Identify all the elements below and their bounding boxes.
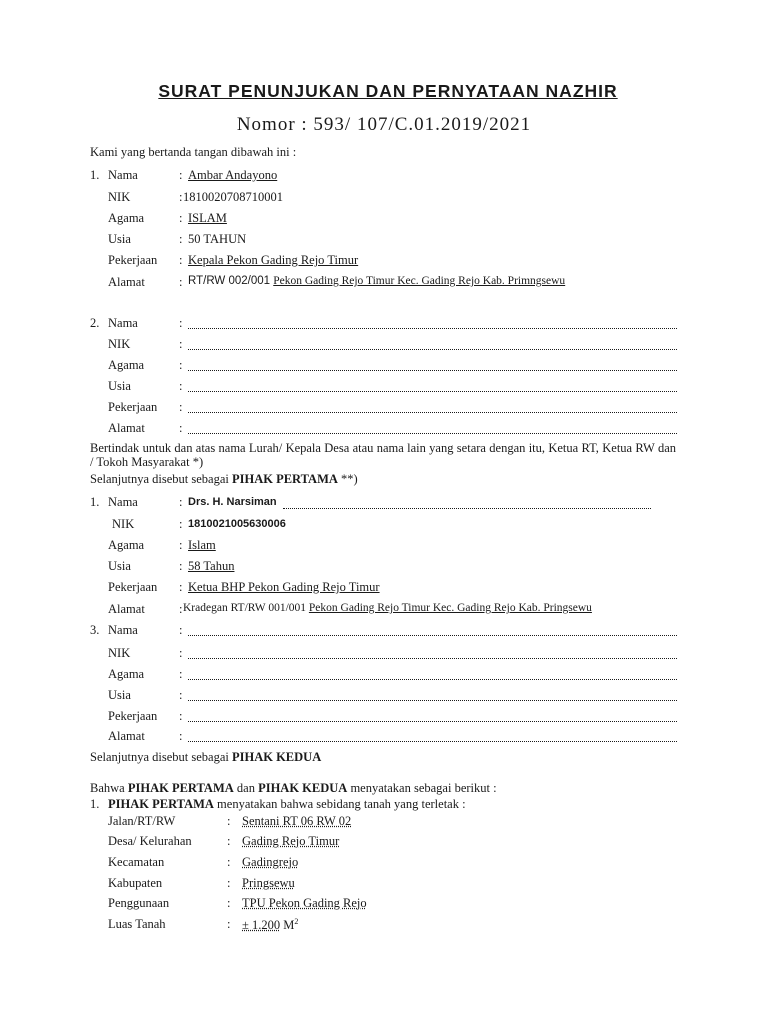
- pp-alamat-value: [183, 602, 592, 614]
- colon: :: [179, 421, 183, 435]
- pp-nik-label: NIK: [112, 517, 135, 531]
- pp-agama-value: Islam: [188, 538, 216, 552]
- land-jalan-label: Jalan/RT/RW: [108, 814, 176, 828]
- colon: :: [179, 168, 183, 182]
- colon: :: [227, 814, 231, 828]
- colon: :: [179, 709, 183, 723]
- colon: :: [179, 316, 183, 330]
- selanjutnya-pihak-pertama: [90, 472, 358, 487]
- bahwa-pihak-kedua: PIHAK KEDUA: [258, 781, 348, 795]
- pp-alamat-rt: Kradegan RT/RW 001/001: [183, 602, 309, 614]
- person3-alamat-label: Alamat: [108, 729, 145, 743]
- colon: :: [179, 602, 183, 616]
- land-kabupaten-label: Kabupaten: [108, 876, 163, 890]
- colon: :: [179, 400, 183, 414]
- point1-text: menyatakan bahwa sebidang tanah yang terletak :: [213, 797, 466, 811]
- person2-nik-label: NIK: [108, 337, 131, 351]
- person3-agama-label: Agama: [108, 667, 145, 681]
- person1-alamat-label: Alamat: [108, 275, 145, 289]
- land-kabupaten-value: Pringsewu: [242, 876, 295, 890]
- person1-pekerjaan-label: Pekerjaan: [108, 253, 158, 267]
- pp-nik-value: 1810021005630006: [188, 518, 286, 530]
- person1-agama-value: ISLAM: [188, 211, 227, 225]
- person3-number: 3.: [90, 623, 100, 637]
- person3-agama-blank[interactable]: [188, 679, 677, 680]
- pp-pekerjaan-label: Pekerjaan: [108, 580, 158, 594]
- person2-agama-label: Agama: [108, 358, 145, 372]
- pp-number: 1.: [90, 495, 100, 509]
- person3-alamat-blank[interactable]: [188, 741, 677, 742]
- land-luas-number: ± 1.200: [242, 918, 281, 933]
- person2-agama-blank[interactable]: [188, 370, 677, 371]
- bahwa-a: Bahwa: [90, 781, 128, 795]
- selanjutnya1-text: Selanjutnya disebut sebagai: [90, 472, 232, 486]
- colon: :: [179, 580, 183, 594]
- person2-number: 2.: [90, 316, 100, 330]
- person1-usia-value: 50 TAHUN: [188, 232, 247, 246]
- land-luas-unit: M: [283, 918, 295, 933]
- colon: :: [179, 623, 183, 637]
- selanjutnya1-note: **): [337, 472, 358, 486]
- person2-usia-blank[interactable]: [188, 391, 677, 392]
- person1-nama-label: Nama: [108, 168, 138, 182]
- pihak-kedua-label: PIHAK KEDUA: [231, 750, 322, 764]
- person1-agama-label: Agama: [108, 211, 145, 225]
- colon: :: [227, 896, 231, 910]
- land-luas-sup: 2: [294, 917, 299, 926]
- colon: :: [179, 729, 183, 743]
- person1-alamat-value: [188, 275, 565, 287]
- person2-nik-blank[interactable]: [188, 349, 677, 350]
- land-jalan-value: Sentani RT 06 RW 02: [242, 814, 352, 828]
- person2-pekerjaan-label: Pekerjaan: [108, 400, 158, 414]
- pp-usia-value: 58 Tahun: [188, 559, 235, 573]
- person3-nik-label: NIK: [108, 646, 131, 660]
- person1-alamat-desa: Pekon Gading Rejo Timur Kec. Gading Rejo Kab. Primngsewu: [273, 275, 566, 287]
- land-desa-value: Gading Rejo Timur: [242, 834, 340, 848]
- colon: :: [179, 211, 183, 225]
- document-title: SURAT PENUNJUKAN DAN PERNYATAAN NAZHIR: [158, 81, 618, 101]
- colon: :: [179, 538, 183, 552]
- person2-alamat-label: Alamat: [108, 421, 145, 435]
- colon: :: [227, 834, 231, 848]
- bertindak-paragraph: Bertindak untuk dan atas nama Lurah/ Kepala Desa atau nama lain yang setara dengan itu, Ketua RT, Ketua RW dan / Tokoh Masyarakat *): [90, 441, 676, 469]
- land-desa-label: Desa/ Kelurahan: [108, 834, 192, 848]
- person2-usia-label: Usia: [108, 379, 131, 393]
- pp-nama-value: Drs. H. Narsiman: [188, 496, 277, 508]
- land-penggunaan-value: TPU Pekon Gading Rejo: [242, 896, 367, 910]
- person1-usia-label: Usia: [108, 232, 131, 246]
- person1-nik-label: NIK: [108, 190, 131, 204]
- point1-statement: [108, 797, 466, 812]
- pp-alamat-desa: Pekon Gading Rejo Timur Kec. Gading Rejo Kab. Pringsewu: [308, 602, 592, 614]
- person3-nama-blank[interactable]: [188, 635, 677, 636]
- colon: :: [179, 495, 183, 509]
- selanjutnya2-text: Selanjutnya disebut sebagai: [90, 750, 232, 764]
- person2-nama-label: Nama: [108, 316, 138, 330]
- person1-number: 1.: [90, 168, 100, 182]
- colon: :: [179, 275, 183, 289]
- colon: :: [179, 379, 183, 393]
- colon: :: [179, 358, 183, 372]
- bahwa-e: menyatakan sebagai berikut :: [347, 781, 497, 795]
- bahwa-c: dan: [233, 781, 259, 795]
- land-luas-label: Luas Tanah: [108, 917, 166, 931]
- land-penggunaan-label: Penggunaan: [108, 896, 170, 910]
- colon: :: [179, 688, 183, 702]
- person2-alamat-blank[interactable]: [188, 433, 677, 434]
- colon: :: [179, 337, 183, 351]
- person1-alamat-rt: RT/RW 002/001: [188, 275, 274, 287]
- colon: :: [179, 667, 183, 681]
- colon: :: [179, 559, 183, 573]
- person1-nik-value: 1810020708710001: [183, 190, 283, 204]
- colon: :: [179, 253, 183, 267]
- colon: :: [227, 917, 231, 931]
- person3-usia-label: Usia: [108, 688, 131, 702]
- pp-alamat-label: Alamat: [108, 602, 145, 616]
- colon: :: [179, 646, 183, 660]
- person3-pekerjaan-blank[interactable]: [188, 721, 677, 722]
- pp-nama-label: Nama: [108, 495, 138, 509]
- person3-pekerjaan-label: Pekerjaan: [108, 709, 158, 723]
- document-number: Nomor : 593/ 107/C.01.2019/2021: [236, 114, 532, 135]
- pp-usia-label: Usia: [108, 559, 131, 573]
- selanjutnya-pihak-kedua: [90, 750, 321, 765]
- bahwa-statement: [90, 781, 497, 796]
- point1-number: 1.: [90, 797, 100, 811]
- pp-nama-dots: [283, 508, 651, 509]
- person2-pekerjaan-blank[interactable]: [188, 412, 677, 413]
- land-luas-value: [242, 917, 298, 933]
- colon: :: [179, 232, 183, 246]
- person1-nama-value: Ambar Andayono: [188, 168, 278, 182]
- person3-nik-blank[interactable]: [188, 658, 677, 659]
- pp-pekerjaan-value: Ketua BHP Pekon Gading Rejo Timur: [188, 580, 380, 594]
- colon: :: [227, 855, 231, 869]
- pp-agama-label: Agama: [108, 538, 145, 552]
- bahwa-pihak-pertama: PIHAK PERTAMA: [127, 781, 234, 795]
- colon: :: [179, 190, 183, 204]
- colon: :: [227, 876, 231, 890]
- intro-text: Kami yang bertanda tangan dibawah ini :: [90, 145, 297, 159]
- person3-usia-blank[interactable]: [188, 700, 677, 701]
- point1-pihak-pertama: PIHAK PERTAMA: [108, 797, 214, 811]
- person1-pekerjaan-value: Kepala Pekon Gading Rejo Timur: [188, 253, 359, 267]
- person2-nama-blank[interactable]: [188, 328, 677, 329]
- pihak-pertama-label: PIHAK PERTAMA: [231, 472, 338, 486]
- land-kecamatan-label: Kecamatan: [108, 855, 165, 869]
- colon: :: [179, 517, 183, 531]
- land-kecamatan-value: Gadingrejo: [242, 855, 299, 869]
- person3-nama-label: Nama: [108, 623, 138, 637]
